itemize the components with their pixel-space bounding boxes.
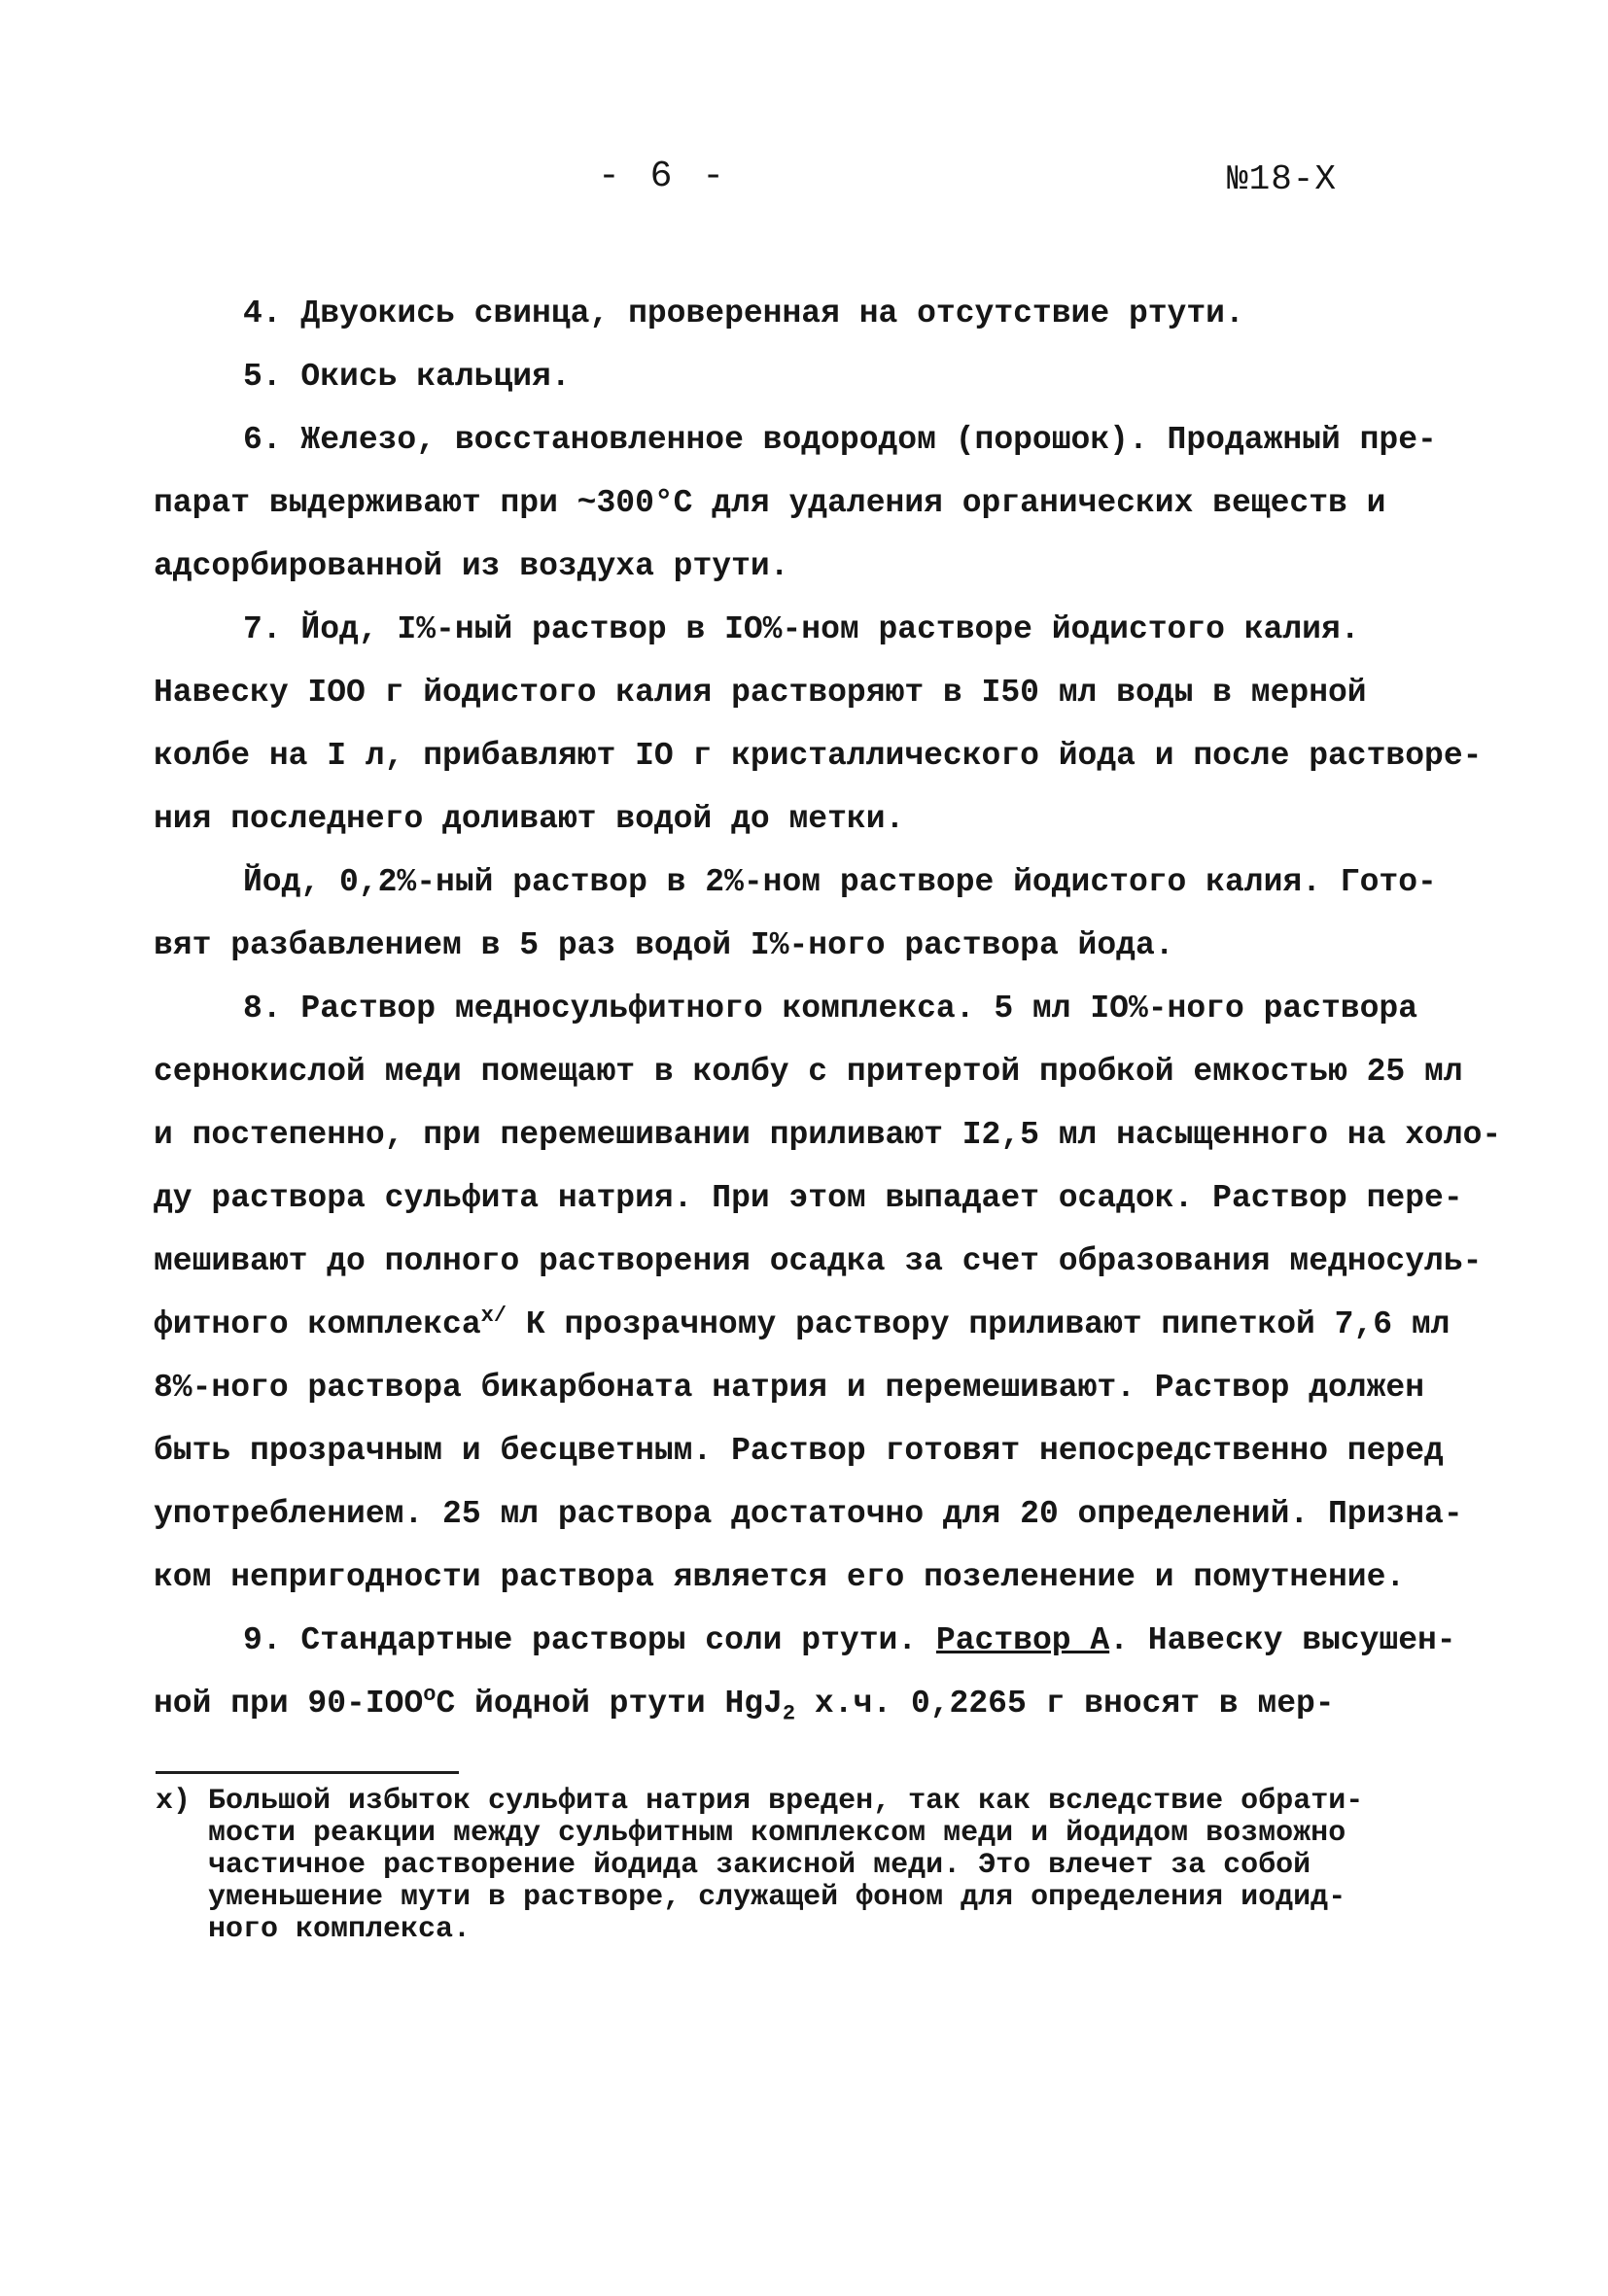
formula-subscript: 2	[782, 1701, 796, 1726]
formula-part: J	[763, 1686, 783, 1722]
footnote	[156, 1786, 1458, 1946]
main-text	[154, 282, 1502, 1735]
text-line: вят разбавлением в 5 раз водой I%-ного раствора йода.	[154, 927, 1174, 963]
text-line: 7. Йод, I%-ный раствор в IO%-ном растворе йодистого калия.	[243, 611, 1360, 647]
text-line	[154, 1293, 1476, 1356]
text-line: колбе на I л, прибавляют IO г кристаллического йода и после растворе-	[154, 738, 1483, 774]
text-line: употреблением. 25 мл раствора достаточно для 20 определений. Призна-	[154, 1496, 1463, 1532]
text-fragment: фитного комплекса	[154, 1306, 481, 1342]
text-line: ния последнего доливают водой до метки.	[154, 801, 905, 837]
footnote-line: х) Большой избыток сульфита натрия вреден, так как вследствие обрати-	[156, 1785, 1364, 1818]
text-line: и постепенно, при перемешивании приливают I2,5 мл насыщенного на холо-	[154, 1117, 1502, 1153]
text-line: 8%-ного раствора бикарбоната натрия и перемешивают. Раствор должен	[154, 1370, 1425, 1406]
text-fragment: ной при 90-IOO	[154, 1686, 424, 1722]
text-line: быть прозрачным и бесцветным. Раствор готовят непосредственно перед	[154, 1433, 1444, 1469]
text-line	[154, 1672, 1476, 1735]
text-line: 4. Двуокись свинца, проверенная на отсутствие ртути.	[243, 296, 1244, 331]
text-line: сернокислой меди помещают в колбу с притертой пробкой емкостью 25 мл	[154, 1054, 1463, 1090]
document-code: №18-Х	[1227, 159, 1338, 199]
text-line: Йод, 0,2%-ный раствор в 2%-ном растворе йодистого калия. Гото-	[243, 864, 1437, 900]
text-line: ком непригодности раствора является его позеленение и помутнение.	[154, 1559, 1406, 1595]
footnote-line: уменьшение мути в растворе, служащей фоном для определения иодид-	[208, 1881, 1346, 1914]
footnote-divider	[156, 1771, 459, 1774]
text-fragment: . Навеску высушен-	[1109, 1622, 1456, 1658]
footnote-line: ного комплекса.	[208, 1913, 472, 1946]
text-line: Навеску IOO г йодистого калия растворяют в I50 мл воды в мерной	[154, 675, 1367, 711]
footnote-mark: х/	[480, 1304, 507, 1328]
text-line: мешивают до полного растворения осадка за счет образования медносуль-	[154, 1243, 1483, 1279]
text-fragment: 9. Стандартные растворы соли ртути.	[243, 1622, 936, 1658]
text-line: парат выдерживают при ~300°С для удаления органических веществ и	[154, 485, 1386, 521]
text-fragment: С йодной ртути Hg	[436, 1686, 764, 1722]
text-fragment: К прозрачному раствору приливают пипеткой 7,6 мл	[507, 1306, 1451, 1342]
text-line: 6. Железо, восстановленное водородом (порошок). Продажный пре-	[243, 422, 1437, 458]
text-line: ду раствора сульфита натрия. При этом выпадает осадок. Раствор пере-	[154, 1180, 1463, 1216]
text-line: 8. Раствор медносульфитного комплекса. 5 мл IO%-ного раствора	[243, 991, 1417, 1026]
footnote-line: мости реакции между сульфитным комплексом меди и йодидом возможно	[208, 1817, 1346, 1850]
text-line: 5. Окись кальция.	[243, 359, 571, 395]
degree-mark: о	[423, 1683, 437, 1707]
footnote-line: частичное растворение йодида закисной меди. Это влечет за собой	[208, 1849, 1311, 1882]
solution-a-label: Раствор А	[935, 1622, 1110, 1658]
text-fragment: х.ч. 0,2265 г вносят в мер-	[795, 1686, 1335, 1722]
text-line: адсорбированной из воздуха ртути.	[154, 548, 789, 584]
page-number: - 6 -	[598, 156, 729, 197]
text-line	[154, 1609, 1476, 1672]
